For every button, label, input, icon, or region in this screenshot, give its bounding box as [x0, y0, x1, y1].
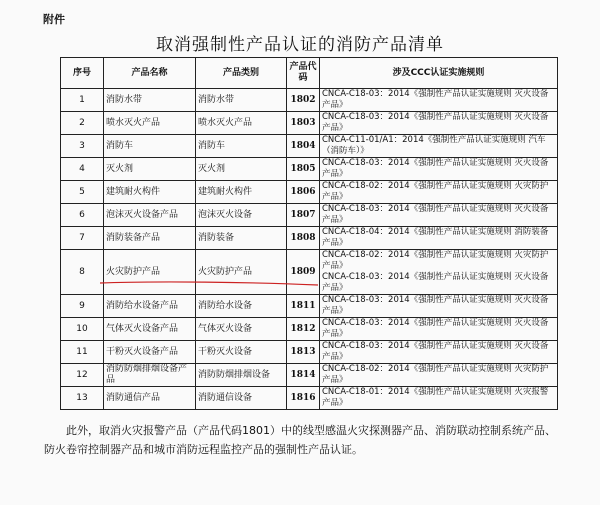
ccc-rule-text: CNCA-C11-01/A1：2014《强制性产品认证实施规则 汽车（消防车）》 [322, 135, 546, 156]
ccc-rule-text: CNCA-C18-03：2014《强制性产品认证实施规则 灭火设备产品》 [322, 112, 549, 133]
product-name: 消防装备产品 [104, 227, 196, 250]
table-row [61, 295, 558, 318]
product-category: 消防通信设备 [196, 387, 287, 410]
product-name: 气体灭火设备产品 [104, 318, 196, 341]
product-category: 泡沫灭火设备 [196, 204, 287, 227]
row-number: 12 [61, 364, 104, 387]
row-number: 2 [61, 112, 104, 135]
row-number: 9 [61, 295, 104, 318]
product-code: 1809 [287, 250, 320, 295]
row-number: 7 [61, 227, 104, 250]
product-code: 1808 [287, 227, 320, 250]
page-title: 取消强制性产品认证的消防产品清单 [156, 35, 444, 55]
ccc-rule [320, 112, 558, 135]
product-code: 1805 [287, 158, 320, 181]
row-number: 10 [61, 318, 104, 341]
ccc-rule-text: CNCA-C18-03：2014《强制性产品认证实施规则 灭火设备产品》 [322, 204, 549, 225]
table-row [61, 112, 558, 135]
ccc-rule [320, 364, 558, 387]
table-row [61, 250, 558, 295]
ccc-rule [320, 387, 558, 410]
row-number: 4 [61, 158, 104, 181]
product-code: 1802 [287, 89, 320, 112]
ccc-rule [320, 204, 558, 227]
product-name: 灭火剂 [104, 158, 196, 181]
table-row [61, 387, 558, 410]
product-category: 火灾防护产品 [196, 250, 287, 295]
column-header: 产品类别 [196, 58, 287, 89]
product-name: 消防防烟排烟设备产品 [104, 364, 196, 387]
table-row [61, 89, 558, 112]
ccc-rule [320, 250, 558, 295]
ccc-rule-text: CNCA-C18-02：2014《强制性产品认证实施规则 火灾防护产品》 [322, 181, 549, 202]
ccc-rule-text: CNCA-C18-02：2014《强制性产品认证实施规则 火灾防护产品》 [322, 364, 549, 385]
product-name: 消防通信产品 [104, 387, 196, 410]
product-table [60, 57, 558, 410]
footnote-paragraph: 此外，取消火灾报警产品（产品代码1801）中的线型感温火灾探测器产品、消防联动控制系统产品、防火卷帘控制器产品和城市消防远程监控产品的强制性产品认证。 [44, 424, 556, 456]
product-name: 泡沫灭火设备产品 [104, 204, 196, 227]
ccc-rule [320, 318, 558, 341]
column-header: 涉及CCC认证实施规则 [320, 58, 558, 89]
ccc-rule-text-2: CNCA-C18-03：2014《强制性产品认证实施规则 灭火设备产品》 [322, 272, 549, 293]
product-name: 消防车 [104, 135, 196, 158]
ccc-rule [320, 181, 558, 204]
product-category: 消防防烟排烟设备 [196, 364, 287, 387]
product-code: 1807 [287, 204, 320, 227]
ccc-rule-text: CNCA-C18-03：2014《强制性产品认证实施规则 灭火设备产品》 [322, 295, 549, 316]
product-category: 消防给水设备 [196, 295, 287, 318]
product-name: 建筑耐火构件 [104, 181, 196, 204]
row-number: 5 [61, 181, 104, 204]
product-name: 火灾防护产品 [104, 250, 196, 295]
product-code: 1816 [287, 387, 320, 410]
ccc-rule [320, 158, 558, 181]
ccc-rule-text: CNCA-C18-03：2014《强制性产品认证实施规则 灭火设备产品》 [322, 89, 549, 110]
ccc-rule-text: CNCA-C18-02：2014《强制性产品认证实施规则 火灾防护产品》 [322, 250, 549, 271]
ccc-rule-text: CNCA-C18-03：2014《强制性产品认证实施规则 灭火设备产品》 [322, 318, 549, 339]
product-code: 1806 [287, 181, 320, 204]
ccc-rule [320, 89, 558, 112]
product-category: 喷水灭火产品 [196, 112, 287, 135]
ccc-rule [320, 295, 558, 318]
product-name: 消防水带 [104, 89, 196, 112]
ccc-rule [320, 135, 558, 158]
ccc-rule-text: CNCA-C18-01：2014《强制性产品认证实施规则 火灾报警产品》 [322, 387, 549, 408]
row-number: 3 [61, 135, 104, 158]
ccc-rule [320, 341, 558, 364]
table-row [61, 135, 558, 158]
table-row [61, 364, 558, 387]
table-row [61, 227, 558, 250]
column-header: 序号 [61, 58, 104, 89]
product-category: 消防水带 [196, 89, 287, 112]
product-category: 气体灭火设备 [196, 318, 287, 341]
product-category: 消防车 [196, 135, 287, 158]
row-number: 8 [61, 250, 104, 295]
ccc-rule [320, 227, 558, 250]
attachment-label: 附件 [43, 13, 65, 26]
product-category: 建筑耐火构件 [196, 181, 287, 204]
product-code: 1804 [287, 135, 320, 158]
ccc-rule-text: CNCA-C18-03：2014《强制性产品认证实施规则 灭火设备产品》 [322, 158, 549, 179]
row-number: 6 [61, 204, 104, 227]
table-row [61, 158, 558, 181]
product-code: 1803 [287, 112, 320, 135]
column-header: 产品代码 [287, 58, 320, 89]
ccc-rule-text: CNCA-C18-04：2014《强制性产品认证实施规则 消防装备产品》 [322, 227, 549, 248]
product-code: 1813 [287, 341, 320, 364]
product-name: 干粉灭火设备产品 [104, 341, 196, 364]
product-code: 1814 [287, 364, 320, 387]
product-category: 干粉灭火设备 [196, 341, 287, 364]
product-category: 消防装备 [196, 227, 287, 250]
product-name: 消防给水设备产品 [104, 295, 196, 318]
product-code: 1812 [287, 318, 320, 341]
row-number: 1 [61, 89, 104, 112]
row-number: 13 [61, 387, 104, 410]
table-row [61, 204, 558, 227]
product-code: 1811 [287, 295, 320, 318]
red-underline-annotation [98, 279, 320, 287]
product-name: 喷水灭火产品 [104, 112, 196, 135]
table-row [61, 318, 558, 341]
table-row [61, 181, 558, 204]
row-number: 11 [61, 341, 104, 364]
ccc-rule-text: CNCA-C18-03：2014《强制性产品认证实施规则 灭火设备产品》 [322, 341, 549, 362]
table-header-row [61, 58, 558, 89]
product-category: 灭火剂 [196, 158, 287, 181]
column-header: 产品名称 [104, 58, 196, 89]
table-row [61, 341, 558, 364]
